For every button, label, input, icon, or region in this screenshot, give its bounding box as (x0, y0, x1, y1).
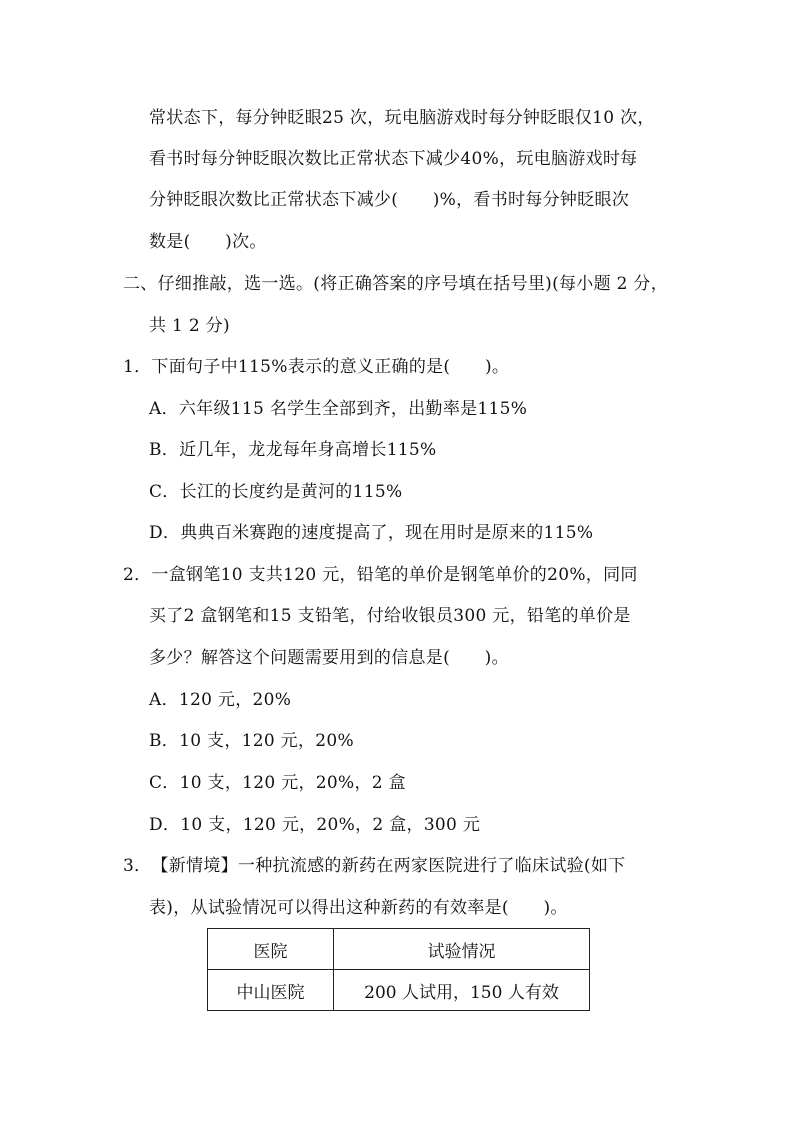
table-header-hospital: 医院 (208, 929, 334, 970)
table-header-row (208, 929, 590, 970)
trial-table (207, 928, 590, 1011)
question-2-line-1 (123, 565, 638, 585)
text-line-2: 看书时每分钟眨眼次数比正常状态下减少40%，玩电脑游戏时每 (149, 149, 638, 169)
question-number: 1． (123, 357, 152, 377)
section-heading: 二、仔细推敲，选一选。(将正确答案的序号填在括号里)(每小题 2 分， (123, 274, 669, 294)
option-c: C．长江的长度约是黄河的115% (149, 482, 403, 502)
text-line-3: 分钟眨眼次数比正常状态下减少( )%，看书时每分钟眨眼次 (149, 190, 630, 210)
table-header-result: 试验情况 (334, 929, 590, 970)
option-d: D．10 支，120 元，20%，2 盒，300 元 (149, 815, 481, 835)
text-line-1: 常状态下，每分钟眨眼25 次，玩电脑游戏时每分钟眨眼仅10 次， (149, 108, 655, 128)
question-stem: 一盒钢笔10 支共120 元，铅笔的单价是钢笔单价的20%，同同 (151, 565, 638, 585)
option-c: C．10 支，120 元，20%，2 盒 (149, 773, 406, 793)
question-3-line-2: 表)，从试验情况可以得出这种新药的有效率是( )。 (149, 898, 568, 918)
question-stem: 【新情境】一种抗流感的新药在两家医院进行了临床试验(如下 (151, 856, 626, 876)
section-heading-continued: 共 1 2 分) (149, 316, 230, 336)
option-b: B．近几年，龙龙每年身高增长115% (149, 440, 437, 460)
table-cell-result: 200 人试用，150 人有效 (334, 970, 590, 1011)
table-cell-hospital: 中山医院 (208, 970, 334, 1011)
text-line-4: 数是( )次。 (149, 232, 267, 252)
option-a: A．六年级115 名学生全部到齐，出勤率是115% (149, 399, 528, 419)
question-2-line-3: 多少？解答这个问题需要用到的信息是( )。 (149, 648, 509, 668)
option-a: A．120 元，20% (149, 690, 292, 710)
question-stem: 下面句子中115%表示的意义正确的是( )。 (151, 357, 510, 377)
table-row (208, 970, 590, 1011)
option-b: B．10 支，120 元，20% (149, 731, 354, 751)
option-d: D．典典百米赛跑的速度提高了，现在用时是原来的115% (149, 523, 594, 543)
question-1-line (123, 357, 509, 377)
question-number: 3． (123, 856, 152, 876)
question-2-line-2: 买了2 盒钢笔和15 支铅笔，付给收银员300 元，铅笔的单价是 (149, 606, 631, 626)
question-number: 2． (123, 565, 152, 585)
question-3-line-1 (123, 856, 625, 876)
